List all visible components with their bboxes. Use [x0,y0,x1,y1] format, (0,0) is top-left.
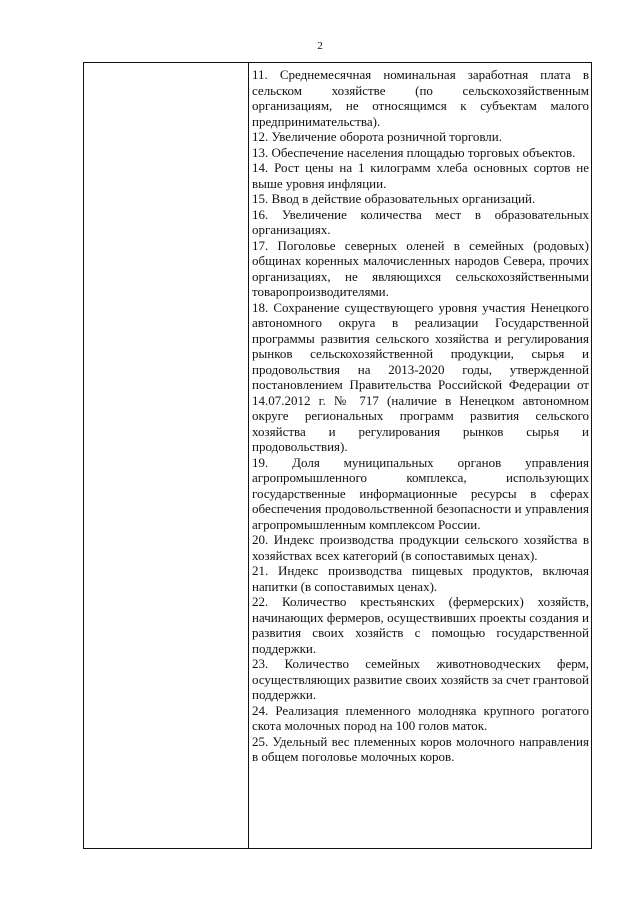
indicator-item-17: 17. Поголовье северных оленей в семейных (родовых) общинах коренных малочисленных народов Севера, прочих организациях, не являющихся сельскохозяйственными товаропроизводителями. [252,237,589,299]
indicators-list [252,67,589,765]
column-divider [248,63,249,848]
indicator-item-15: 15. Ввод в действие образовательных организаций. [252,191,536,206]
indicator-item-19: 19. Доля муниципальных органов управления агропромышленного комплекса, использующих государственные информационные ресурсы в сферах обеспечения продовольственной безопасности и управления агропромышленным комплексом России. [252,454,589,532]
indicator-item-22: 22. Количество крестьянских (фермерских) хозяйств, начинающих фермеров, осуществивших проекты создания и развития своих хозяйств с помощью государственной поддержки. [252,594,589,656]
page-number: 2 [317,40,323,52]
indicator-item-23: 23. Количество семейных животноводческих ферм, осуществляющих развитие своих хозяйств за счет грантовой поддержки. [252,656,589,702]
indicator-item-21: 21. Индекс производства пищевых продуктов, включая напитки (в сопоставимых ценах). [252,563,589,594]
indicator-item-18: 18. Сохранение существующего уровня участия Ненецкого автономного округа в реализации Государственной программы развития сельского хозяйства и регулирования рынков сельскохозяйственной продукции, сырья и продовольствия на 2013-2020 годы, утвержденной постановлением Правительства Российской Федерации от 14.07.2012 г. № 717 (наличие в Ненецком автономном округе региональных программ развития сельского хозяйства и регулирования рынков сырья и продовольствия). [252,299,589,454]
indicators-table [83,62,592,849]
indicator-item-20: 20. Индекс производства продукции сельского хозяйства в хозяйствах всех категорий (в сопоставимых ценах). [252,532,589,563]
indicator-item-25: 25. Удельный вес племенных коров молочного направления в общем поголовье молочных коров. [252,733,589,764]
indicator-item-13: 13. Обеспечение населения площадью торговых объектов. [252,144,576,160]
indicator-item-24: 24. Реализация племенного молодняка крупного рогатого скота молочных пород на 100 голов маток. [252,702,589,733]
indicator-item-16: 16. Увеличение количества мест в образовательных организациях. [252,206,589,237]
indicator-item-12: 12. Увеличение оборота розничной торговли. [252,129,502,144]
indicator-item-14: 14. Рост цены на 1 килограмм хлеба основных сортов не выше уровня инфляции. [252,160,589,191]
indicator-item-11: 11. Среднемесячная номинальная заработная плата в сельском хозяйстве (по сельскохозяйственным организациям, не относящимся к субъектам малого предпринимательства). [252,67,589,129]
